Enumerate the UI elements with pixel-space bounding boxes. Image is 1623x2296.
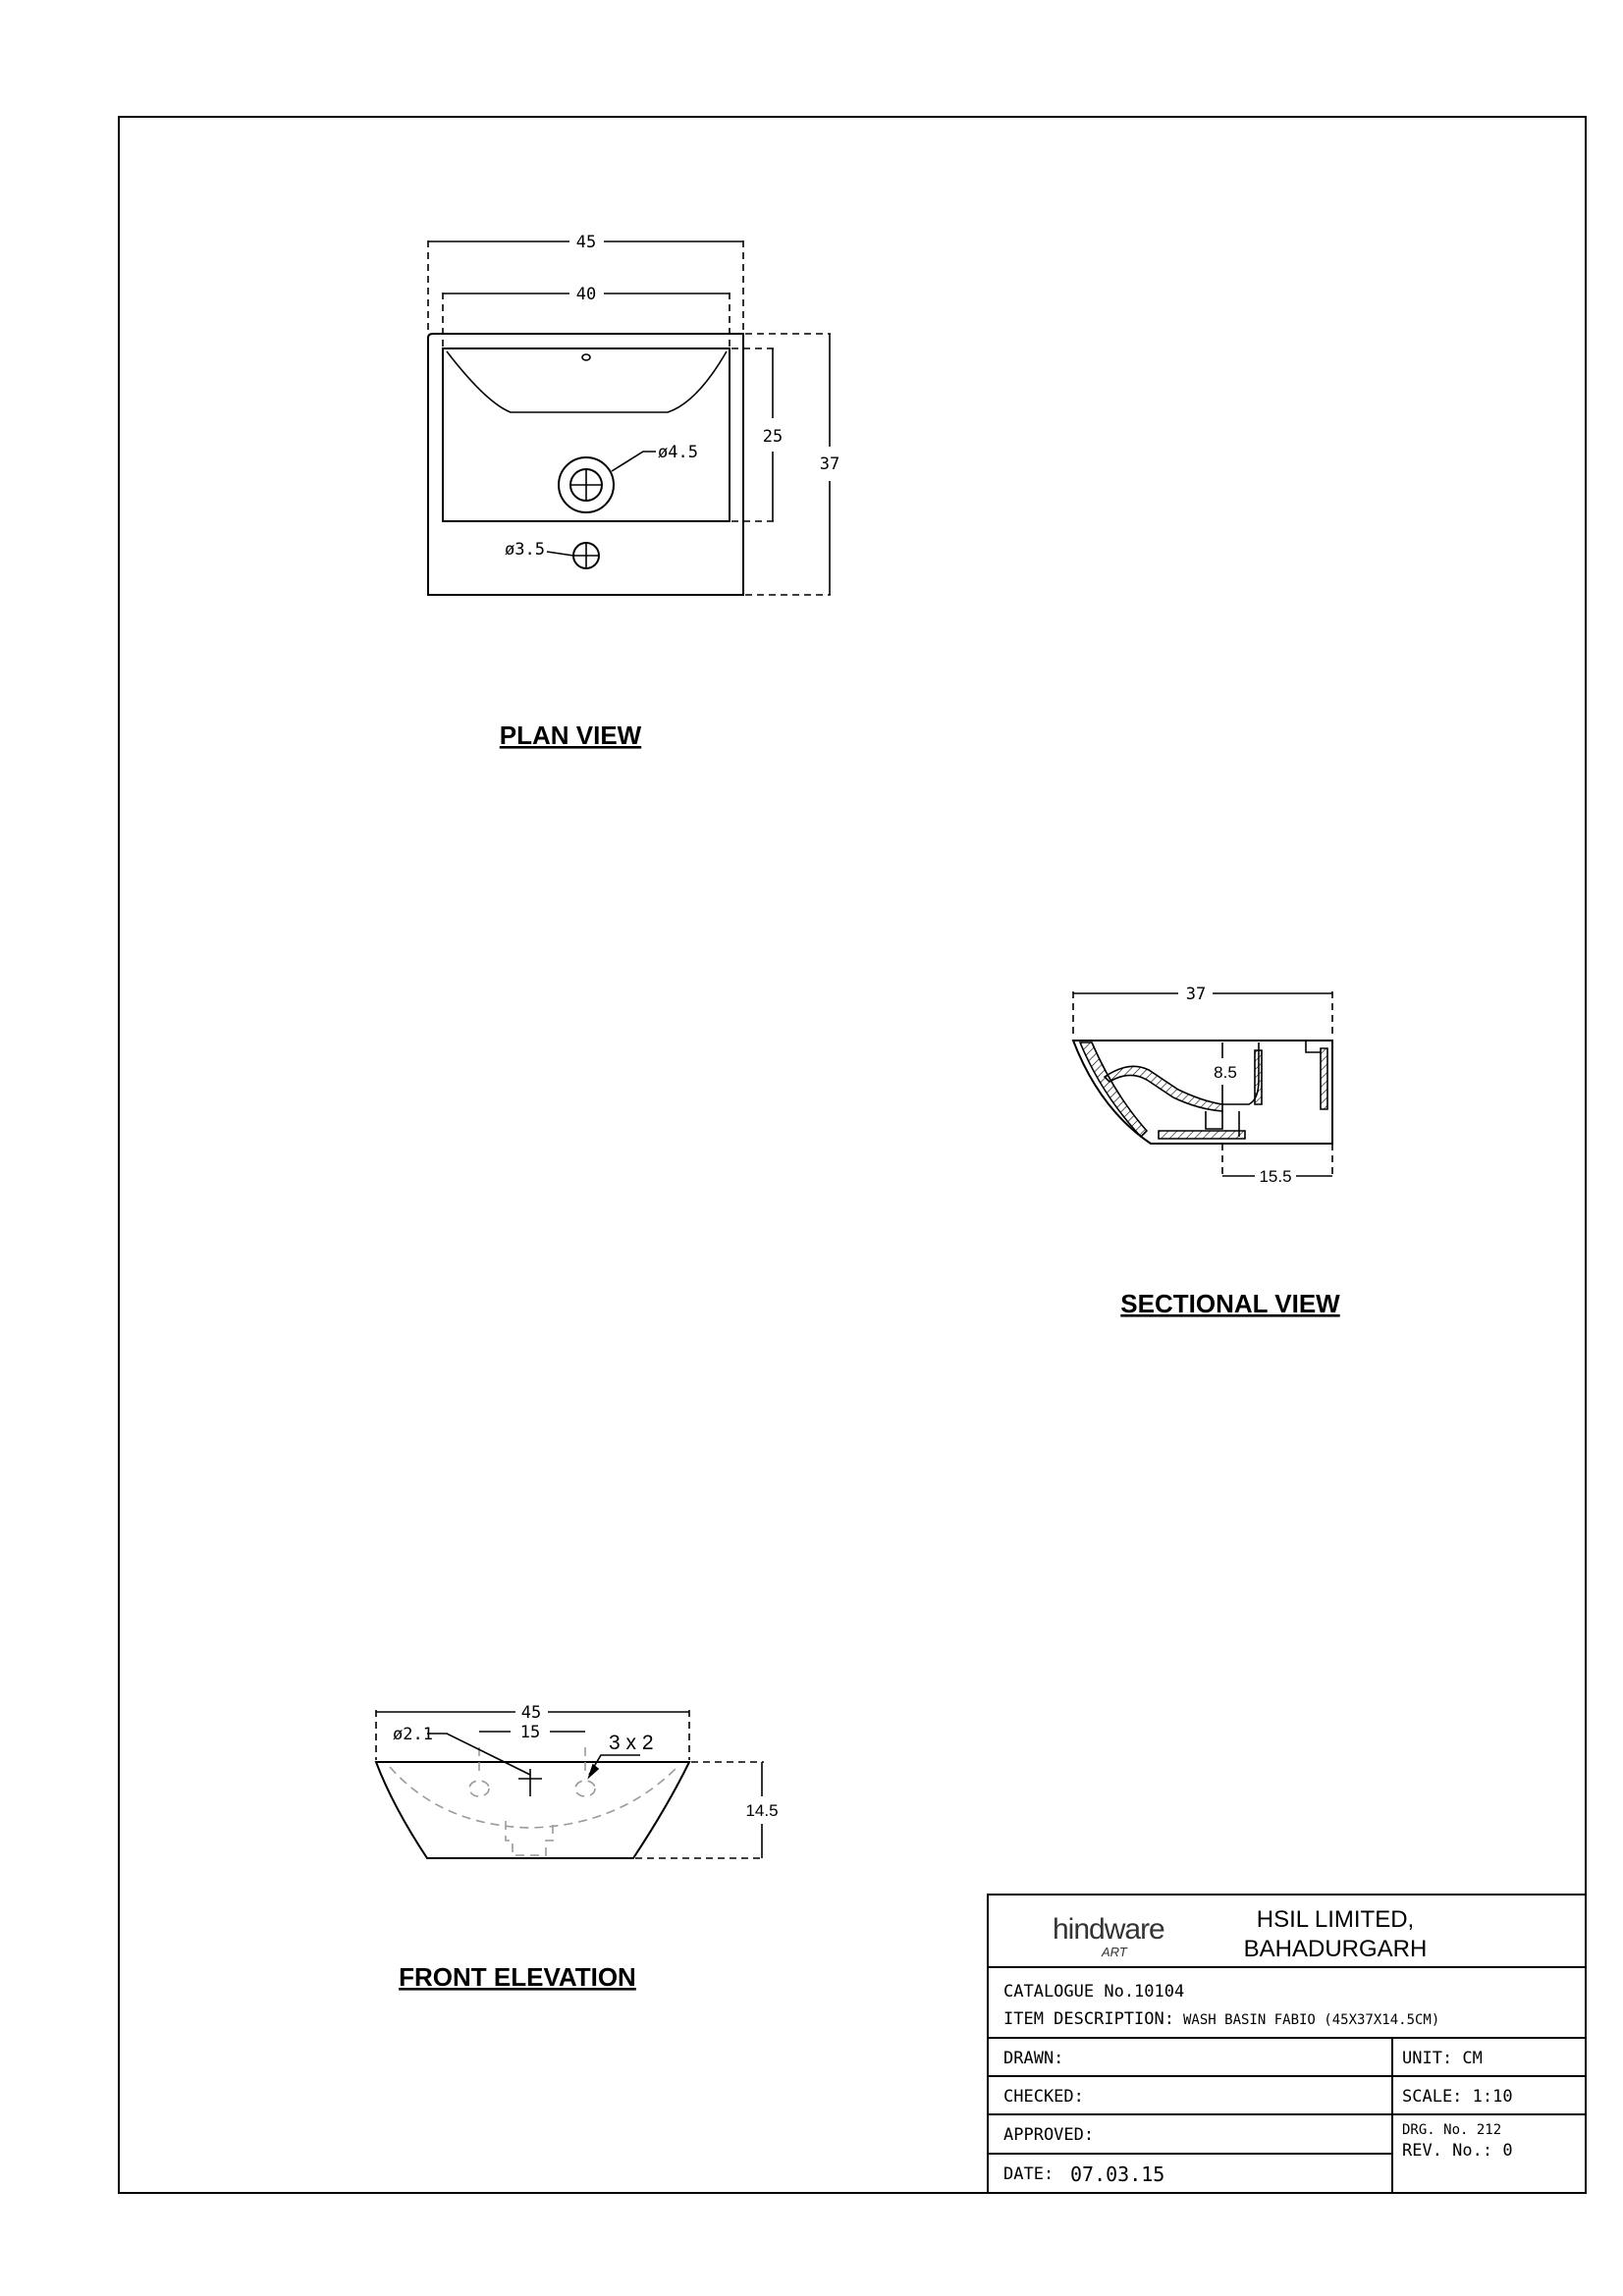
front-elevation <box>376 1710 764 1858</box>
catalogue-number: CATALOGUE No.10104 <box>1003 1982 1185 2002</box>
sheet-border <box>119 117 1586 2193</box>
section-dim-37: 37 <box>1185 985 1207 1004</box>
drawing-number: DRG. No. 212 <box>1402 2122 1502 2138</box>
item-description: WASH BASIN FABIO (45X37X14.5CM) <box>1183 2012 1440 2028</box>
hindware-logo-sub: ART <box>1102 1945 1127 1959</box>
section-dim-8-5: 8.5 <box>1214 1063 1237 1082</box>
plan-dim-40: 40 <box>575 285 597 304</box>
front-dim-hole-dia: ø2.1 <box>393 1725 433 1744</box>
item-description-label: ITEM DESCRIPTION: <box>1003 2009 1174 2029</box>
drawn-label: DRAWN: <box>1003 2049 1064 2068</box>
revision-number: REV. No.: 0 <box>1402 2141 1513 2161</box>
plan-view-title: PLAN VIEW <box>499 721 642 750</box>
checked-label: CHECKED: <box>1003 2087 1084 2107</box>
approved-label: APPROVED: <box>1003 2125 1095 2145</box>
date-label: DATE: <box>1003 2164 1055 2184</box>
sectional-view-title: SECTIONAL VIEW <box>1120 1289 1340 1318</box>
plan-dim-37: 37 <box>819 454 840 474</box>
scale-label: SCALE: 1:10 <box>1402 2087 1513 2107</box>
front-dim-45: 45 <box>520 1703 542 1723</box>
front-dim-15: 15 <box>519 1723 541 1742</box>
hindware-logo: hindware <box>1053 1913 1164 1946</box>
plan-dim-25: 25 <box>762 427 784 447</box>
date-value: 07.03.15 <box>1070 2163 1165 2186</box>
plan-view <box>428 240 831 595</box>
sectional-view <box>1073 991 1332 1178</box>
front-elevation-title: FRONT ELEVATION <box>399 1962 636 1992</box>
plan-dim-tap: ø3.5 <box>505 540 545 560</box>
plan-dim-45: 45 <box>575 233 597 252</box>
section-dim-15-5: 15.5 <box>1259 1167 1292 1186</box>
company-name: HSIL LIMITED, <box>1256 1906 1415 1933</box>
company-location: BAHADURGARH <box>1243 1936 1428 1962</box>
front-dim-slot: 3 x 2 <box>609 1732 654 1754</box>
plan-dim-waste: ø4.5 <box>658 443 698 462</box>
unit-label: UNIT: CM <box>1402 2049 1483 2068</box>
front-dim-14-5: 14.5 <box>745 1801 779 1820</box>
